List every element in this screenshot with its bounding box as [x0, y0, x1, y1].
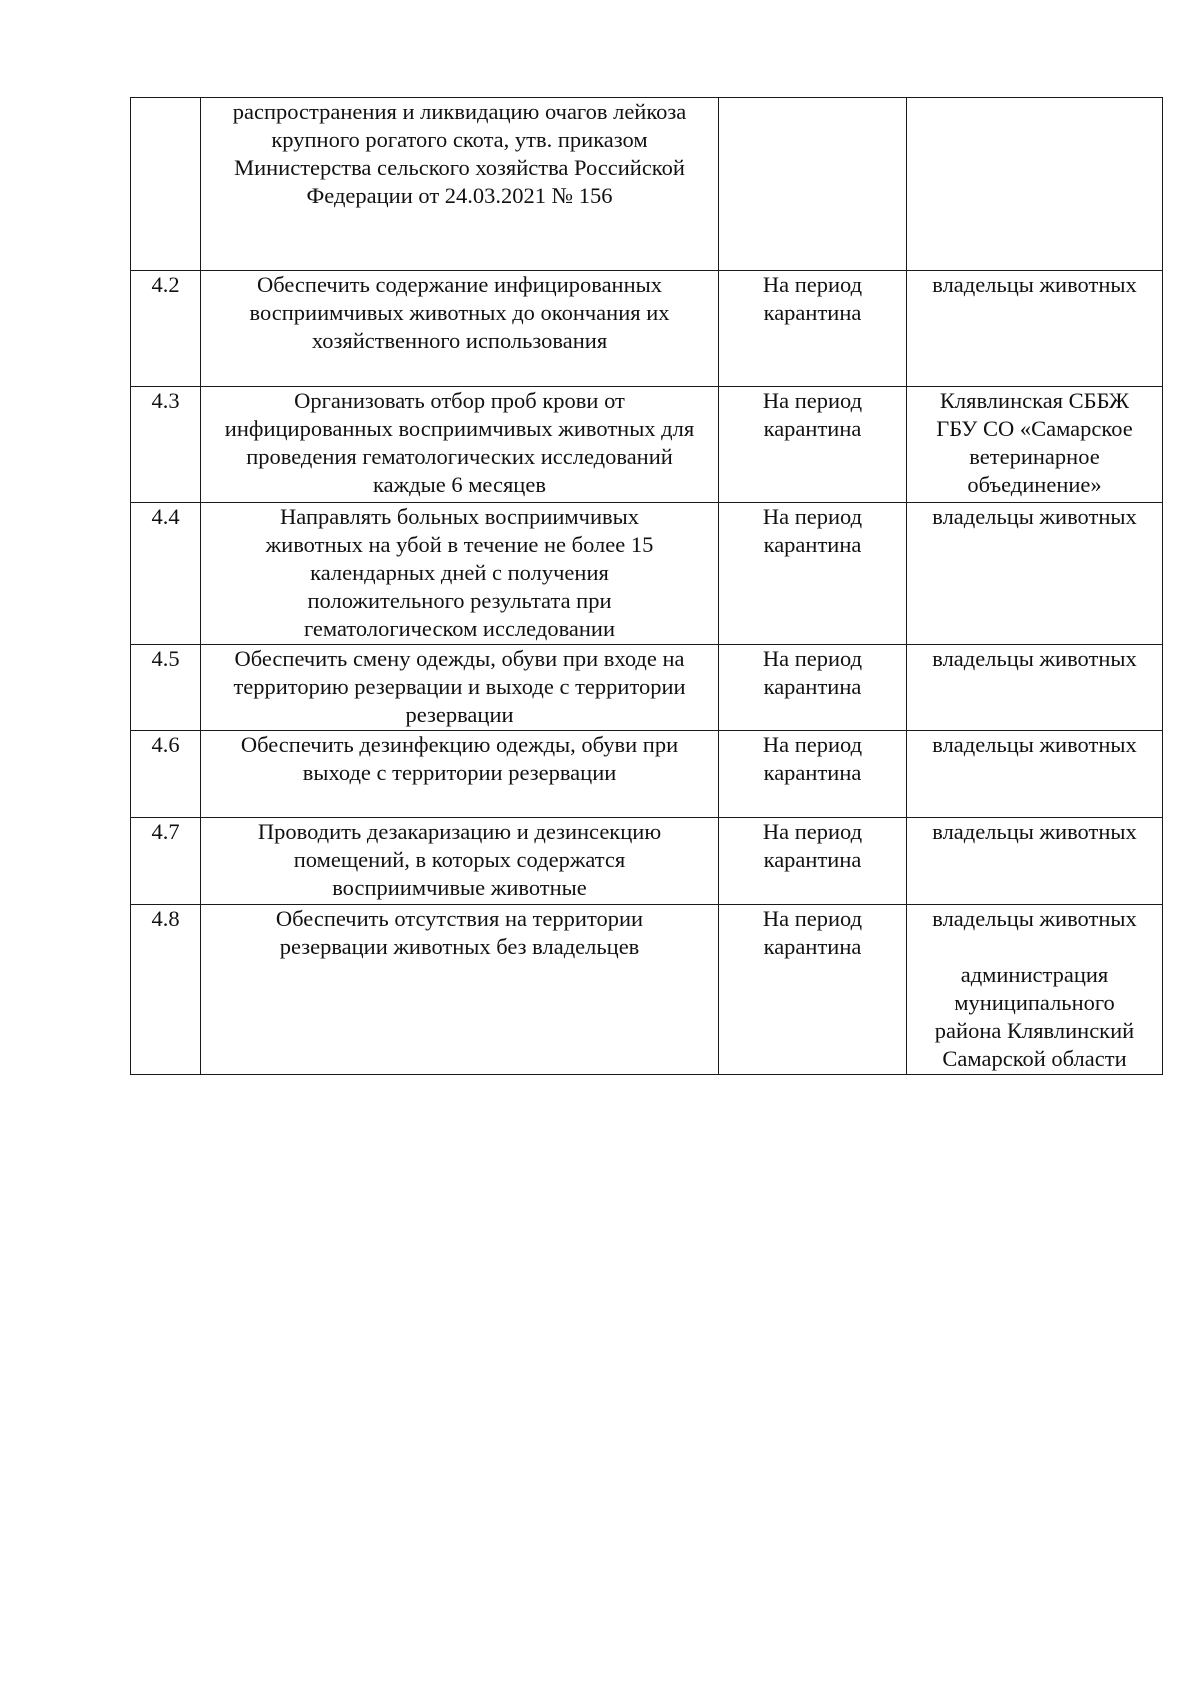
- action-text: Обеспечить дезинфекцию одежды, обуви при выходе с территории резервации: [201, 731, 719, 818]
- table-row: [131, 731, 1163, 818]
- row-number: 4.3: [131, 387, 201, 503]
- measures-table: [130, 97, 1163, 1075]
- period-text: На период карантина: [719, 905, 907, 1075]
- responsible-text: Клявлинская СББЖ ГБУ СО «Самарское ветеринарное объединение»: [907, 387, 1163, 503]
- table-row: [131, 98, 1163, 271]
- period-text: На период карантина: [719, 271, 907, 387]
- period-text: На период карантина: [719, 818, 907, 905]
- row-number: 4.2: [131, 271, 201, 387]
- action-text: Проводить дезакаризацию и дезинсекцию помещений, в которых содержатся восприимчивые животные: [201, 818, 719, 905]
- table-row: [131, 905, 1163, 1075]
- spacer: [913, 933, 1156, 961]
- period-text: На период карантина: [719, 503, 907, 645]
- responsible-text: владельцы животных: [907, 731, 1163, 818]
- table-row: [131, 645, 1163, 731]
- action-text: Организовать отбор проб крови от инфицированных восприимчивых животных для проведения гематологических исследований каждые 6 месяцев: [201, 387, 719, 503]
- responsible-text: владельцы животных: [907, 271, 1163, 387]
- row-number: 4.8: [131, 905, 201, 1075]
- period-text: На период карантина: [719, 387, 907, 503]
- row-number: 4.7: [131, 818, 201, 905]
- responsible-cell: [907, 905, 1163, 1075]
- responsible-text: [907, 98, 1163, 271]
- table-row: [131, 387, 1163, 503]
- responsible-text-secondary: администрация муниципального района Клявлинский Самарской области: [934, 962, 1135, 1071]
- responsible-text: владельцы животных: [907, 503, 1163, 645]
- responsible-text: владельцы животных: [907, 645, 1163, 731]
- table-row: [131, 818, 1163, 905]
- row-number: [131, 98, 201, 271]
- action-text: Направлять больных восприимчивых животных на убой в течение не более 15 календарных дней с получения положительного результата при гематологическом исследовании: [201, 503, 719, 645]
- table-row: [131, 271, 1163, 387]
- action-text: Обеспечить отсутствия на территории резервации животных без владельцев: [201, 905, 719, 1075]
- responsible-text: владельцы животных: [932, 906, 1137, 931]
- row-number: 4.6: [131, 731, 201, 818]
- action-text: распространения и ликвидацию очагов лейкоза крупного рогатого скота, утв. приказом Министерства сельского хозяйства Российской Федерации от 24.03.2021 № 156: [201, 98, 719, 271]
- row-number: 4.5: [131, 645, 201, 731]
- period-text: На период карантина: [719, 645, 907, 731]
- table-row: [131, 503, 1163, 645]
- period-text: [719, 98, 907, 271]
- action-text: Обеспечить содержание инфицированных восприимчивых животных до окончания их хозяйственного использования: [201, 271, 719, 387]
- responsible-text: владельцы животных: [907, 818, 1163, 905]
- action-text: Обеспечить смену одежды, обуви при входе на территорию резервации и выходе с территории резервации: [201, 645, 719, 731]
- row-number: 4.4: [131, 503, 201, 645]
- period-text: На период карантина: [719, 731, 907, 818]
